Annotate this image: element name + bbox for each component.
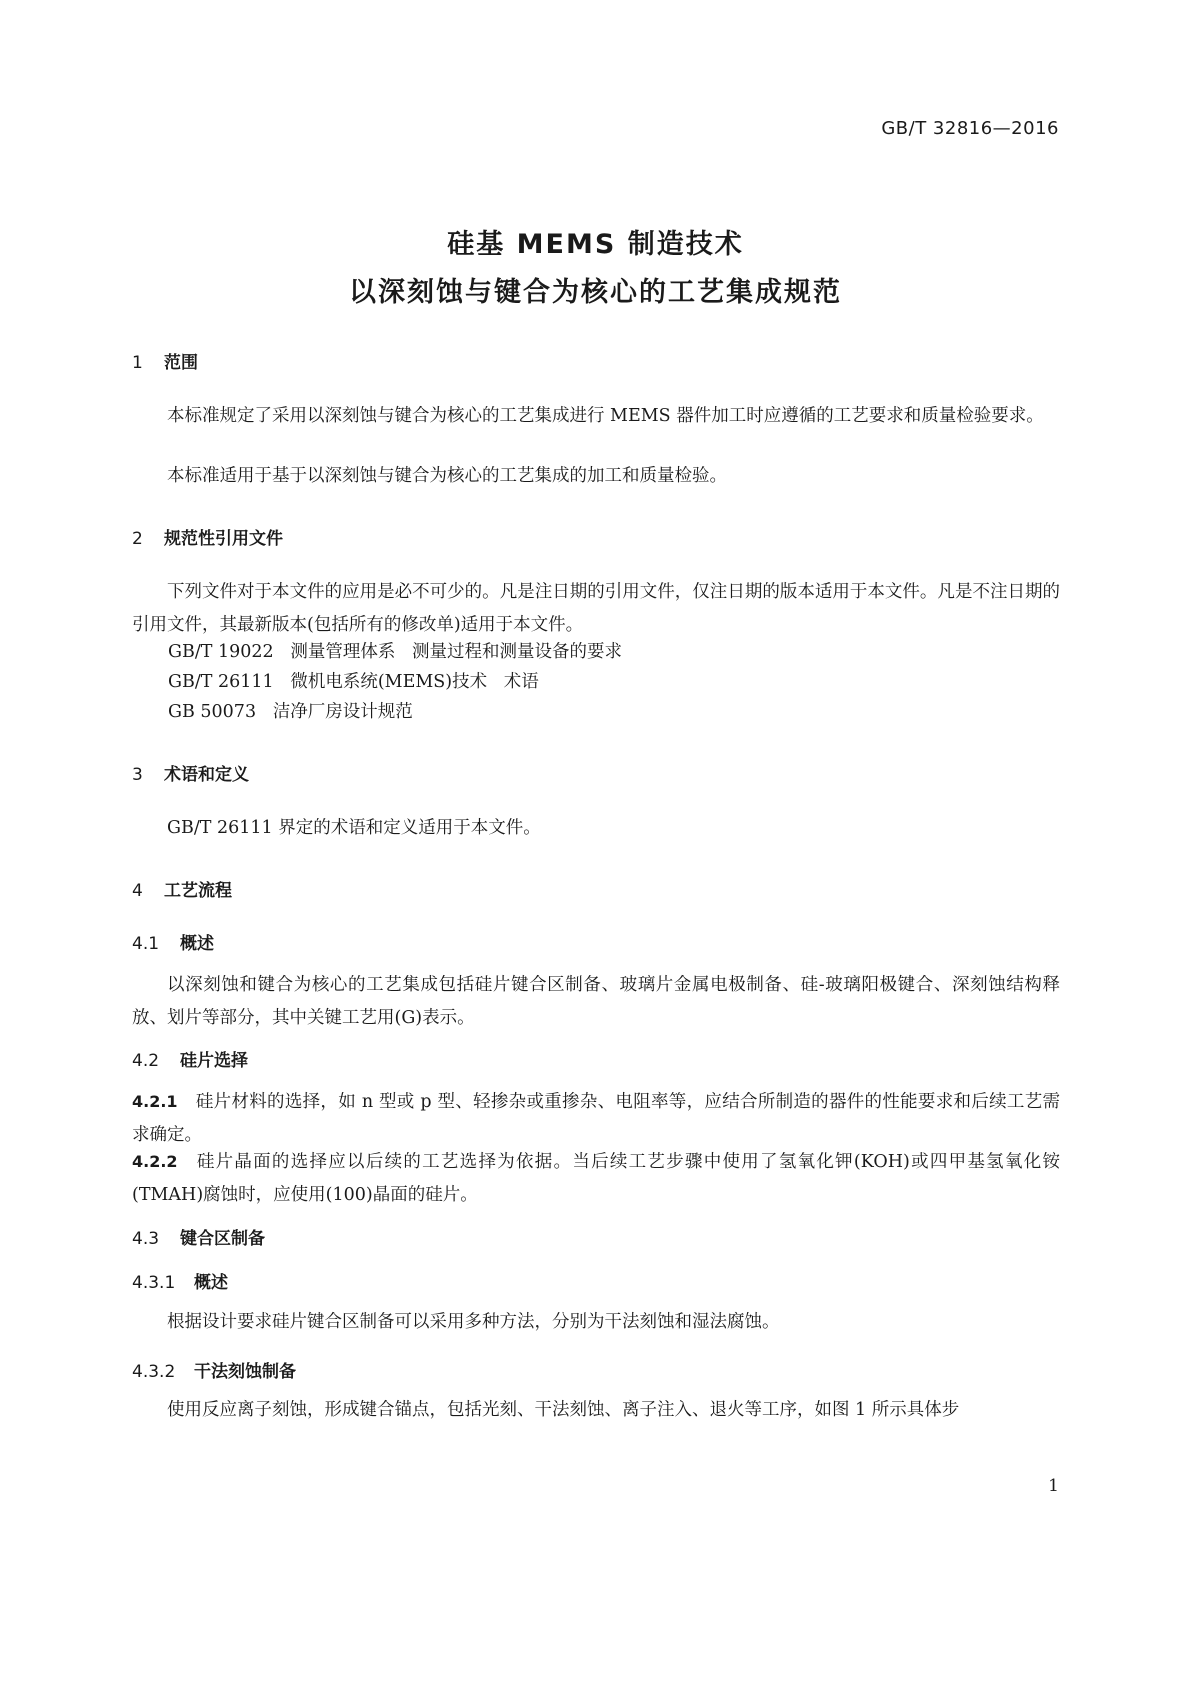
document-title-line-1: 硅基 MEMS 制造技术	[447, 229, 744, 260]
section-3-heading	[132, 760, 249, 785]
document-title-line-2: 以深刻蚀与键合为核心的工艺集成规范	[349, 277, 842, 308]
section-title: 工艺流程	[164, 881, 232, 901]
section-1-paragraph-1: 本标准规定了采用以深刻蚀与键合为核心的工艺集成进行 MEMS 器件加工时应遵循的工艺要求和质量检验要求。	[167, 406, 1044, 426]
section-number: 4.1	[132, 934, 160, 954]
clause-text: 硅片材料的选择，如 n 型或 p 型、轻掺杂或重掺杂、电阻率等，应结合所制造的器件的性能要求和后续工艺需求确定。	[132, 1092, 1060, 1145]
section-4-3-2-paragraph-1: 使用反应离子刻蚀，形成键合锚点，包括光刻、干法刻蚀、离子注入、退火等工序，如图 1 所示具体步	[167, 1400, 960, 1420]
section-2-paragraph-1: 下列文件对于本文件的应用是必不可少的。凡是注日期的引用文件，仅注日期的版本适用于本文件。凡是不注日期的引用文件，其最新版本(包括所有的修改单)适用于本文件。	[132, 582, 1060, 635]
reference-item: GB 50073 洁净厂房设计规范	[168, 702, 413, 722]
clause-4-2-2	[132, 1145, 1060, 1212]
section-number: 4	[132, 881, 143, 901]
clause-number: 4.2.1	[132, 1092, 178, 1111]
standard-code: GB/T 32816—2016	[881, 118, 1059, 139]
section-4-1-heading	[132, 929, 214, 954]
section-number: 1	[132, 353, 143, 373]
section-title: 键合区制备	[180, 1229, 265, 1249]
section-number: 2	[132, 529, 143, 549]
section-title: 概述	[194, 1273, 228, 1293]
section-number: 4.3.2	[132, 1362, 176, 1382]
section-1-paragraph-2: 本标准适用于基于以深刻蚀与键合为核心的工艺集成的加工和质量检验。	[167, 466, 727, 486]
clause-number: 4.2.2	[132, 1152, 178, 1171]
section-number: 4.3	[132, 1229, 160, 1249]
section-4-3-1-heading	[132, 1268, 228, 1293]
section-title: 术语和定义	[164, 765, 249, 785]
section-4-3-2-heading	[132, 1357, 296, 1382]
reference-item: GB/T 26111 微机电系统(MEMS)技术 术语	[168, 672, 539, 692]
section-number: 4.3.1	[132, 1273, 176, 1293]
section-4-2-heading	[132, 1046, 248, 1071]
section-4-heading	[132, 876, 232, 901]
reference-item: GB/T 19022 测量管理体系 测量过程和测量设备的要求	[168, 642, 623, 662]
section-4-1-paragraph-1: 以深刻蚀和键合为核心的工艺集成包括硅片键合区制备、玻璃片金属电极制备、硅-玻璃阳极键合、深刻蚀结构释放、划片等部分，其中关键工艺用(G)表示。	[132, 975, 1060, 1028]
section-title: 规范性引用文件	[164, 529, 283, 549]
section-4-3-heading	[132, 1224, 265, 1249]
section-2-heading	[132, 524, 283, 549]
page-number: 1	[1048, 1476, 1059, 1496]
section-title: 硅片选择	[180, 1051, 248, 1071]
clause-text: 硅片晶面的选择应以后续的工艺选择为依据。当后续工艺步骤中使用了氢氧化钾(KOH)或四甲基氢氧化铵(TMAH)腐蚀时，应使用(100)晶面的硅片。	[132, 1152, 1060, 1205]
section-title: 干法刻蚀制备	[194, 1362, 296, 1382]
section-number: 3	[132, 765, 143, 785]
section-1-heading	[132, 348, 198, 373]
section-4-3-1-paragraph-1: 根据设计要求硅片键合区制备可以采用多种方法，分别为干法刻蚀和湿法腐蚀。	[167, 1312, 780, 1332]
section-title: 概述	[180, 934, 214, 954]
section-title: 范围	[164, 353, 198, 373]
section-number: 4.2	[132, 1051, 160, 1071]
section-3-paragraph-1: GB/T 26111 界定的术语和定义适用于本文件。	[167, 818, 541, 838]
clause-4-2-1	[132, 1085, 1060, 1152]
